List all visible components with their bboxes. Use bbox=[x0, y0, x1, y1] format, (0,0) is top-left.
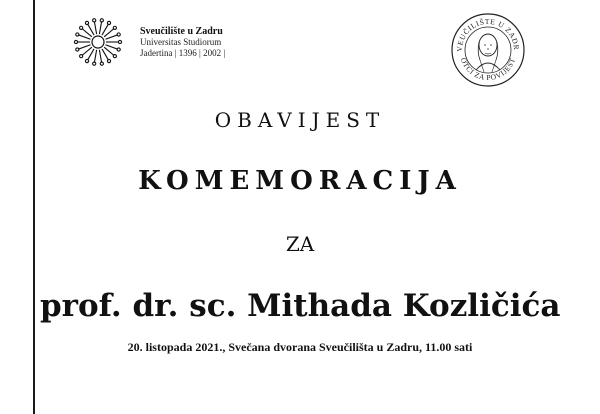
page-left-border bbox=[33, 0, 35, 414]
university-logo bbox=[66, 18, 266, 66]
seal-icon bbox=[450, 12, 526, 88]
sunburst-logo-icon bbox=[66, 18, 130, 66]
event-details: 20. listopada 2021., Svečana dvorana Sveučilišta u Zadru, 11.00 sati bbox=[127, 340, 473, 354]
svg-text:OTCI ZA POVIJEST bbox=[459, 56, 517, 82]
notice-title: KOMEMORACIJA bbox=[138, 166, 462, 196]
notice-label: OBAVIJEST bbox=[214, 108, 386, 132]
seal-top-text: VEUČILIŠTE U ZADR bbox=[454, 16, 522, 52]
university-years: Jadertina | 1396 | 2002 | bbox=[140, 48, 226, 58]
honoree-name: prof. dr. sc. Mithada Kozličića bbox=[40, 288, 561, 324]
university-name: Sveučilište u Zadru bbox=[140, 26, 223, 37]
university-latin-name: Universitas Studiorum bbox=[140, 37, 222, 47]
department-seal bbox=[450, 12, 526, 88]
notice-connector: ZA bbox=[285, 232, 315, 256]
seal-bottom-text: OTCI ZA POVIJEST bbox=[458, 56, 518, 83]
